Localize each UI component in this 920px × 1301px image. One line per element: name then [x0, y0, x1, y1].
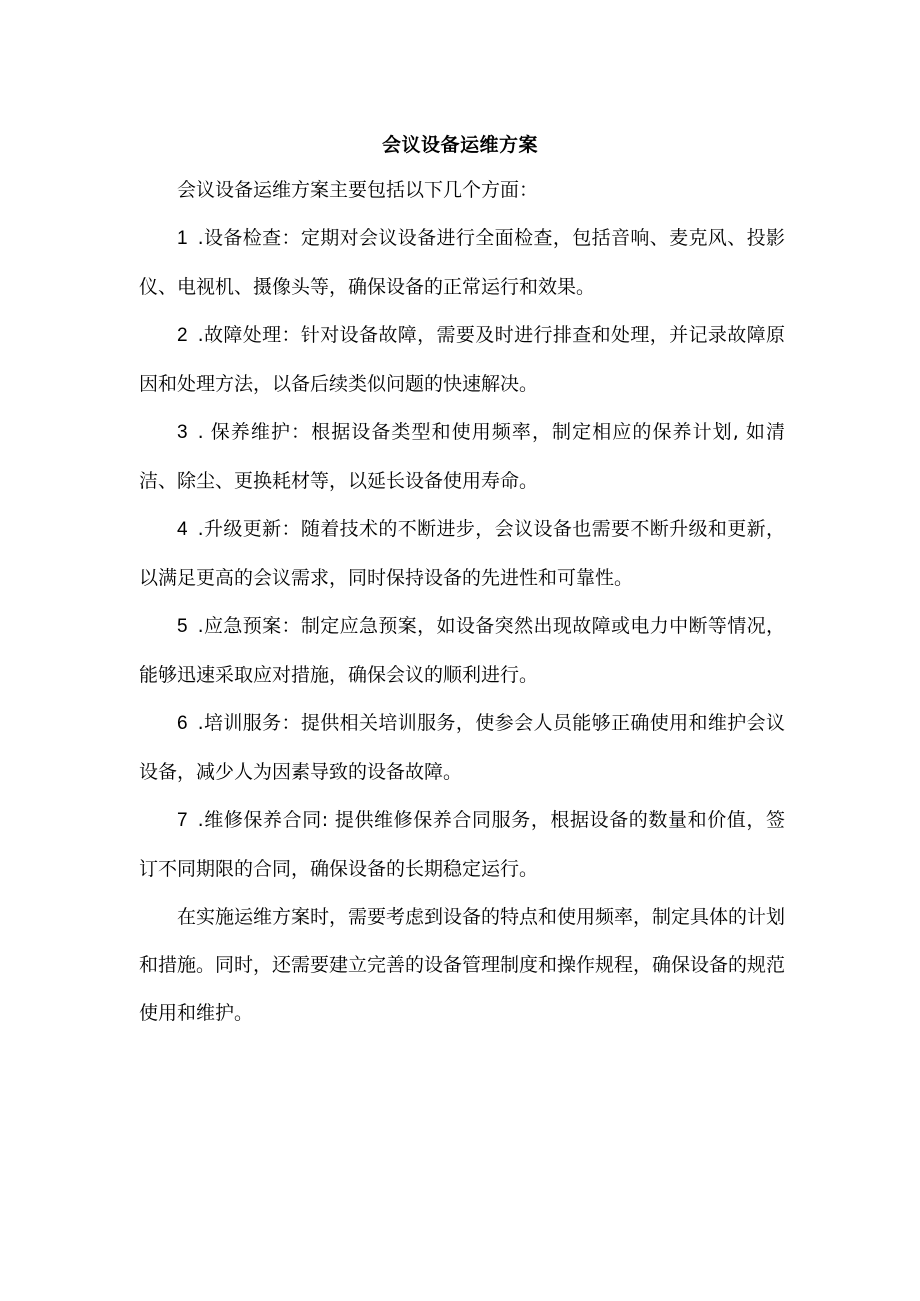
list-item — [139, 796, 785, 893]
item-number: 5 — [177, 616, 188, 637]
list-item — [139, 602, 785, 699]
intro-paragraph: 会议设备运维方案主要包括以下几个方面： — [177, 179, 539, 201]
item-number: 1 — [177, 228, 188, 249]
item-text: . 保养维护：根据设备类型和使用频率，制定相应的保养计划, 如清洁、除尘、更换耗材等，以延长设备使用寿命。 — [139, 421, 785, 492]
item-number: 3 — [177, 422, 188, 443]
list-item — [139, 505, 785, 602]
item-number: 6 — [177, 713, 188, 734]
item-number: 4 — [177, 519, 188, 540]
document-body — [139, 166, 785, 1037]
item-number: 2 — [177, 325, 188, 346]
item-text: .故障处理：针对设备故障，需要及时进行排查和处理，并记录故障原因和处理方法，以备后续类似问题的快速解决。 — [139, 324, 785, 395]
page-title: 会议设备运维方案 — [381, 134, 538, 156]
conclusion-paragraph: 在实施运维方案时，需要考虑到设备的特点和使用频率，制定具体的计划和措施。同时，还需要建立完善的设备管理制度和操作规程，确保设备的规范使用和维护。 — [139, 906, 786, 1024]
item-text: .培训服务：提供相关培训服务，使参会人员能够正确使用和维护会议设备，减少人为因素导致的设备故障。 — [139, 712, 785, 783]
list-item — [139, 311, 785, 408]
item-text: .应急预案：制定应急预案，如设备突然出现故障或电力中断等情况，能够迅速采取应对措施，确保会议的顺利进行。 — [139, 615, 785, 686]
item-text: .维修保养合同: 提供维修保养合同服务，根据设备的数量和价值，签订不同期限的合同，确保设备的长期稳定运行。 — [139, 809, 785, 880]
list-item — [139, 699, 785, 796]
item-text: .升级更新：随着技术的不断进步，会议设备也需要不断升级和更新，以满足更高的会议需求，同时保持设备的先进性和可靠性。 — [139, 518, 785, 589]
list-item — [139, 214, 785, 311]
list-item — [139, 408, 785, 505]
item-text: .设备检查：定期对会议设备进行全面检查，包括音响、麦克风、投影仪、电视机、摄像头等，确保设备的正常运行和效果。 — [139, 227, 785, 298]
item-number: 7 — [177, 810, 188, 831]
